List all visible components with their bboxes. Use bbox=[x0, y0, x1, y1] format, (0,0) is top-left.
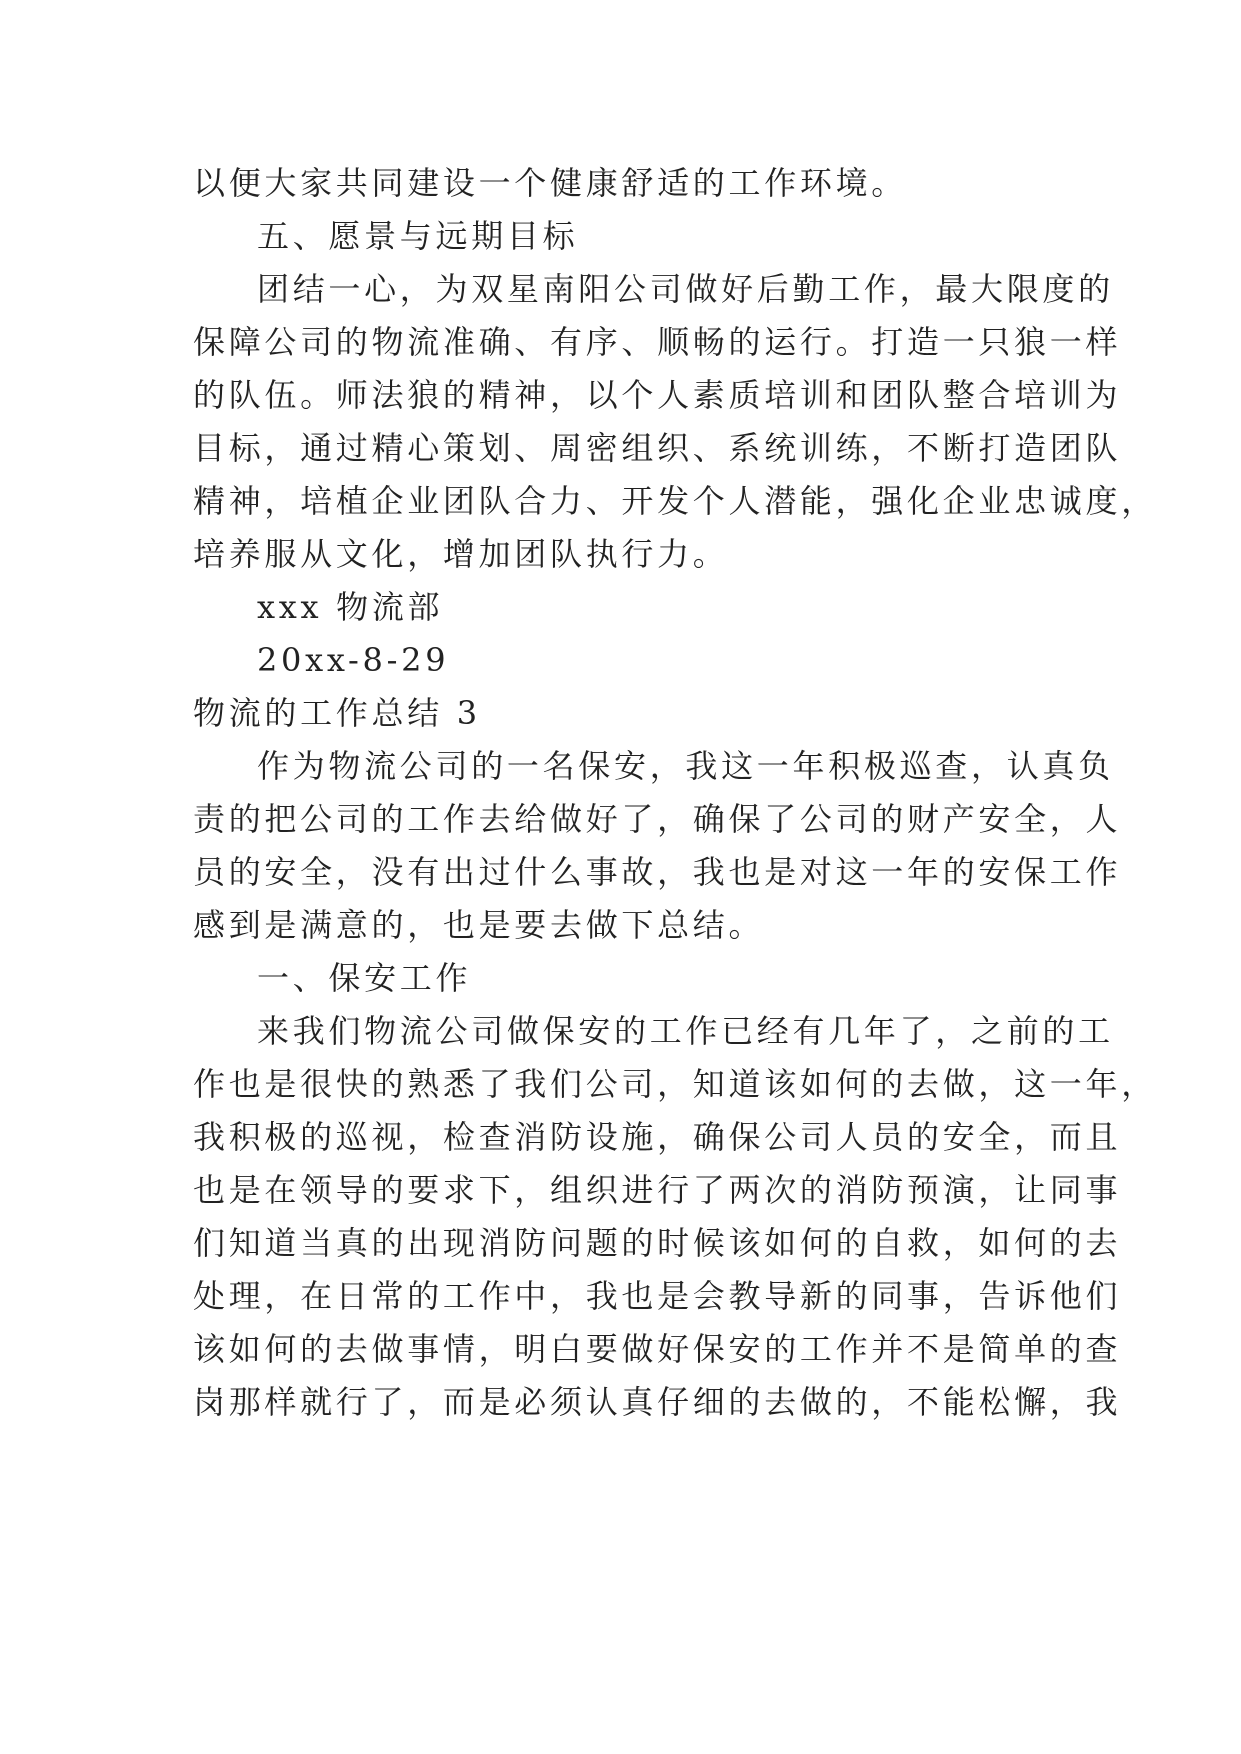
text-line: 精神，培植企业团队合力、开发个人潜能，强化企业忠诚度， bbox=[193, 482, 1157, 520]
text-line: 员的安全，没有出过什么事故，我也是对这一年的安保工作 bbox=[193, 853, 1122, 891]
paragraph-p5 bbox=[193, 634, 1058, 687]
paragraph-p9 bbox=[193, 1005, 1157, 1429]
text-line: 一、保安工作 bbox=[257, 959, 472, 997]
paragraph-p4 bbox=[193, 581, 1058, 634]
paragraph-p2 bbox=[193, 210, 1058, 263]
paragraph-p8 bbox=[193, 952, 1058, 1005]
text-line: 作也是很快的熟悉了我们公司，知道该如何的去做，这一年， bbox=[193, 1065, 1157, 1103]
text-line: 的队伍。师法狼的精神，以个人素质培训和团队整合培训为 bbox=[193, 376, 1122, 414]
text-line: 培养服从文化，增加团队执行力。 bbox=[193, 535, 729, 573]
document-body bbox=[193, 157, 1157, 1429]
text-line: 们知道当真的出现消防问题的时候该如何的自救，如何的去 bbox=[193, 1224, 1122, 1262]
text-line: 该如何的去做事情，明白要做好保安的工作并不是简单的查 bbox=[193, 1330, 1122, 1368]
text-line: 作为物流公司的一名保安，我这一年积极巡查，认真负 bbox=[257, 747, 1114, 785]
text-line: 我积极的巡视，检查消防设施，确保公司人员的安全，而且 bbox=[193, 1118, 1122, 1156]
text-line: 团结一心，为双星南阳公司做好后勤工作，最大限度的 bbox=[257, 270, 1114, 308]
paragraph-p6 bbox=[193, 687, 1058, 740]
text-line: 处理，在日常的工作中，我也是会教导新的同事，告诉他们 bbox=[193, 1277, 1122, 1315]
text-line: 物流的工作总结 3 bbox=[193, 694, 481, 732]
text-line: 感到是满意的，也是要去做下总结。 bbox=[193, 906, 765, 944]
text-line: 目标，通过精心策划、周密组织、系统训练，不断打造团队 bbox=[193, 429, 1122, 467]
text-line: 以便大家共同建设一个健康舒适的工作环境。 bbox=[193, 164, 908, 202]
text-line: 来我们物流公司做保安的工作已经有几年了，之前的工 bbox=[257, 1012, 1114, 1050]
paragraph-p1 bbox=[193, 157, 1058, 210]
text-line: 20xx-8-29 bbox=[257, 641, 450, 679]
paragraph-p7 bbox=[193, 740, 1122, 952]
text-line: 五、愿景与远期目标 bbox=[257, 217, 579, 255]
text-line: 也是在领导的要求下，组织进行了两次的消防预演，让同事 bbox=[193, 1171, 1122, 1209]
text-line: 保障公司的物流准确、有序、顺畅的运行。打造一只狼一样 bbox=[193, 323, 1122, 361]
paragraph-p3 bbox=[193, 263, 1157, 581]
text-line: 责的把公司的工作去给做好了，确保了公司的财产安全，人 bbox=[193, 800, 1122, 838]
text-line: xxx 物流部 bbox=[257, 588, 444, 626]
text-line: 岗那样就行了，而是必须认真仔细的去做的，不能松懈，我 bbox=[193, 1383, 1122, 1421]
